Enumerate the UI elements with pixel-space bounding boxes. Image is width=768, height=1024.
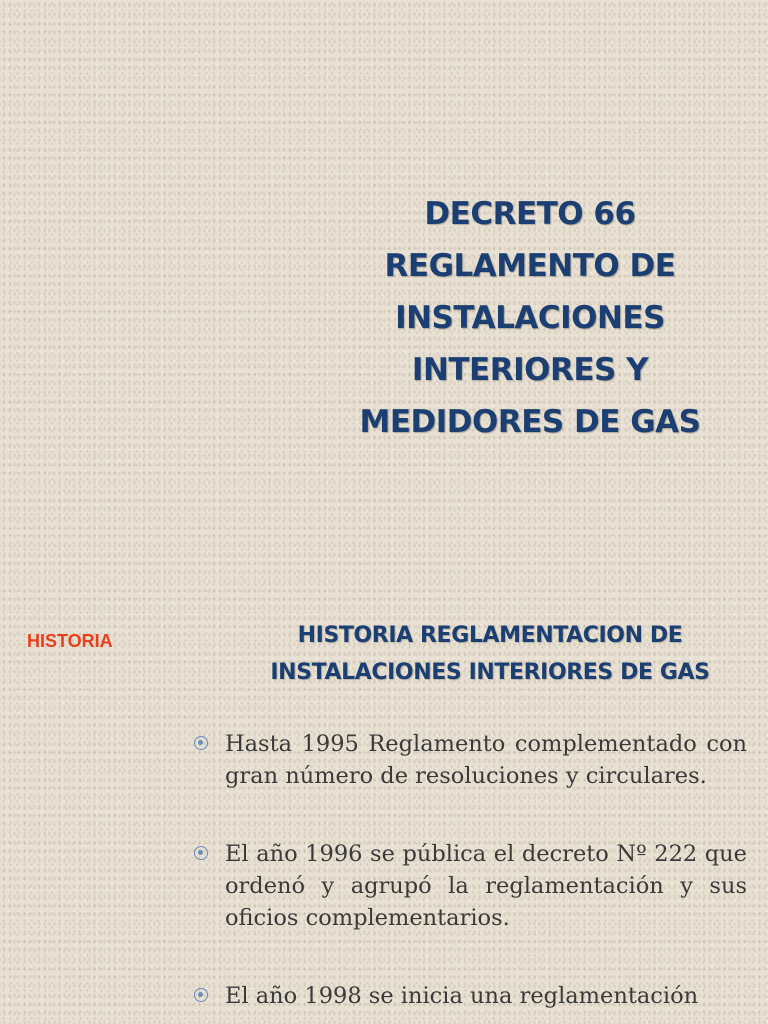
title-line: INTERIORES Y <box>411 352 649 388</box>
title-line: REGLAMENTO DE <box>384 248 676 284</box>
bullet-list <box>194 728 747 1024</box>
radio-dot-icon <box>194 736 208 750</box>
title-line: MEDIDORES DE GAS <box>359 404 701 440</box>
list-item <box>194 728 747 792</box>
bullet-text: El año 1998 se inicia una reglamentación <box>225 983 699 1009</box>
title-line: INSTALACIONES <box>395 300 665 336</box>
list-item <box>194 838 747 934</box>
section-heading <box>230 617 750 691</box>
list-item <box>194 980 747 1012</box>
radio-dot-icon <box>194 988 208 1002</box>
title-line: DECRETO 66 <box>424 196 636 232</box>
section-side-label: HISTORIA <box>27 631 113 651</box>
slide-title <box>330 188 730 448</box>
history-slide <box>0 600 768 1024</box>
bullet-text: El año 1996 se pública el decreto Nº 222 que ordenó y agrupó la reglamentación y sus oficios complementarios. <box>225 841 747 931</box>
bullet-text: Hasta 1995 Reglamento complementado con gran número de resoluciones y circulares. <box>225 731 747 789</box>
radio-dot-icon <box>194 846 208 860</box>
heading-line: INSTALACIONES INTERIORES DE GAS <box>270 660 710 685</box>
heading-line: HISTORIA REGLAMENTACION DE <box>297 623 683 648</box>
